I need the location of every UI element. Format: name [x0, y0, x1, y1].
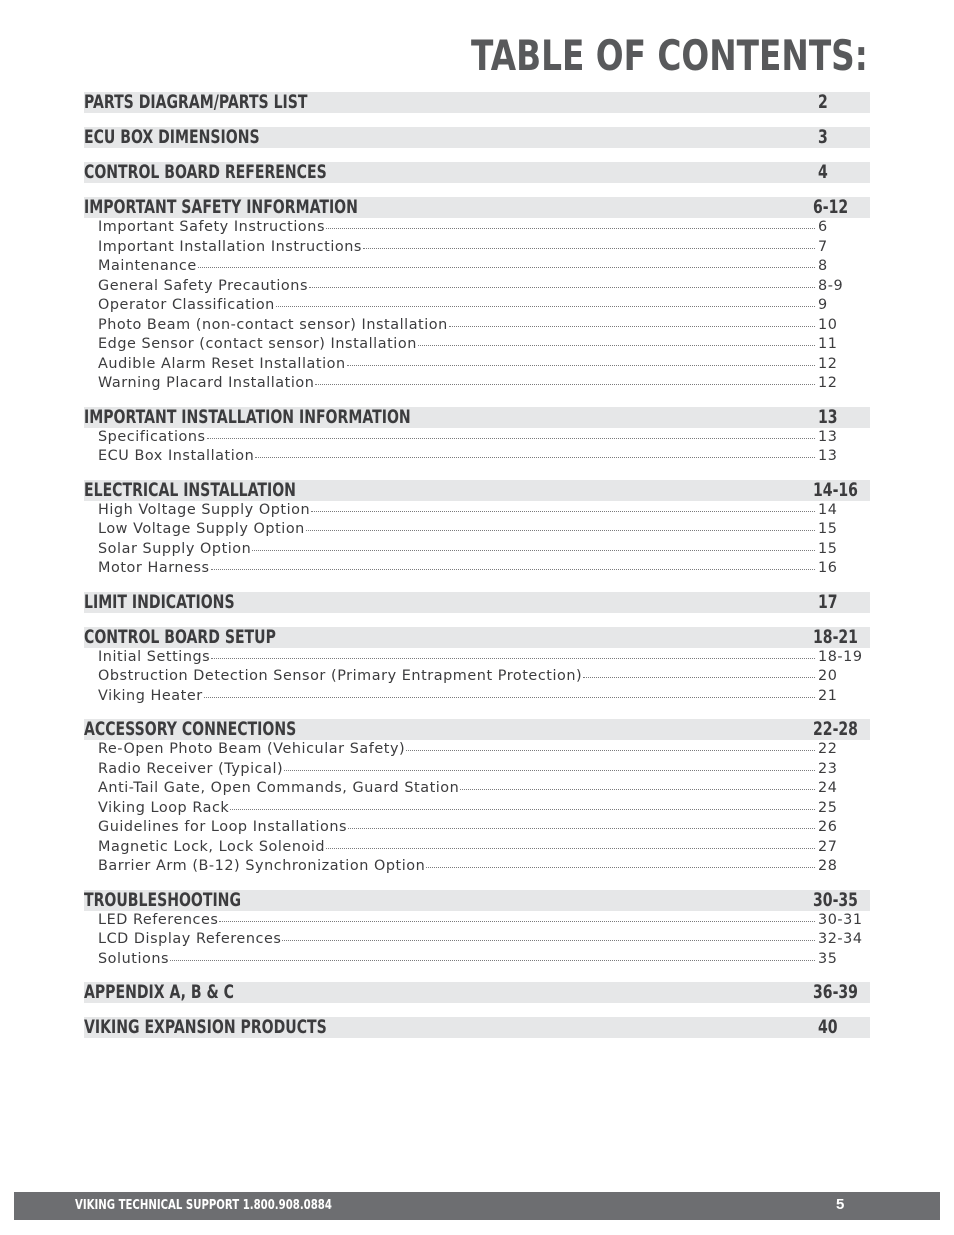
section-page-number: 3 [818, 126, 828, 148]
toc-entry[interactable] [84, 448, 864, 468]
toc-entry[interactable] [84, 839, 864, 859]
entry-page-number: 15 [818, 540, 838, 557]
entry-page-number: 9 [818, 297, 828, 313]
entry-page-number: 25 [818, 799, 838, 816]
dot-leader [460, 789, 815, 790]
section-page-number: 18-21 [813, 625, 858, 648]
dot-leader [211, 658, 815, 659]
toc-entry[interactable] [84, 560, 864, 580]
entry-label: Barrier Arm (B-12) Synchronization Option [98, 858, 426, 874]
toc-entry[interactable] [84, 649, 864, 669]
toc-section [84, 982, 870, 1003]
toc-section [84, 627, 870, 708]
toc-section [84, 407, 870, 468]
section-page-number: 2 [818, 91, 828, 113]
section-heading-bar[interactable] [84, 407, 870, 428]
entry-label: Obstruction Detection Sensor (Primary Entrapment Protection) [98, 668, 583, 684]
toc-section [84, 592, 870, 613]
toc-section [84, 719, 870, 878]
entry-label: Low Voltage Supply Option [98, 521, 305, 537]
dot-leader [207, 438, 815, 439]
entry-label: Viking Heater [98, 687, 203, 704]
section-title: CONTROL BOARD REFERENCES [84, 161, 327, 183]
dot-leader [306, 530, 815, 531]
toc-entry[interactable] [84, 317, 864, 337]
toc-entry[interactable] [84, 356, 864, 376]
dot-leader [170, 960, 815, 961]
section-page-number: 4 [818, 161, 828, 183]
toc-entry[interactable] [84, 502, 864, 522]
section-title: TROUBLESHOOTING [84, 888, 241, 911]
dot-leader [198, 267, 815, 268]
section-title: ECU BOX DIMENSIONS [84, 126, 260, 148]
toc-entry[interactable] [84, 688, 864, 708]
entry-label: High Voltage Supply Option [98, 501, 311, 518]
entry-page-number: 11 [818, 336, 838, 352]
dot-leader [348, 828, 815, 829]
entry-label: Warning Placard Installation [98, 375, 315, 391]
toc-entry[interactable] [84, 278, 864, 298]
section-title: ELECTRICAL INSTALLATION [84, 478, 296, 501]
section-title: VIKING EXPANSION PRODUCTS [84, 1016, 327, 1038]
dot-leader [326, 228, 815, 229]
toc-entry[interactable] [84, 761, 864, 781]
dot-leader [255, 457, 815, 458]
footer-bar [14, 1192, 940, 1220]
section-title: PARTS DIAGRAM/PARTS LIST [84, 91, 308, 113]
dot-leader [211, 569, 815, 570]
section-page-number: 36-39 [813, 981, 858, 1003]
entry-label: Important Safety Instructions [98, 219, 325, 235]
dot-leader [309, 287, 815, 288]
toc-entry[interactable] [84, 239, 864, 259]
entry-label: Motor Harness [98, 560, 210, 576]
entry-page-number: 28 [818, 858, 838, 874]
table-of-contents [84, 92, 870, 1052]
entry-label: Guidelines for Loop Installations [98, 819, 348, 835]
toc-entry[interactable] [84, 336, 864, 356]
entry-label: Initial Settings [98, 648, 211, 665]
toc-entry[interactable] [84, 668, 864, 688]
section-page-number: 22-28 [813, 718, 858, 740]
dot-leader [204, 697, 815, 698]
toc-entry[interactable] [84, 951, 864, 971]
entry-label: Specifications [98, 428, 206, 445]
entry-label: LCD Display References [98, 931, 282, 947]
section-heading-bar[interactable] [84, 592, 870, 613]
dot-leader [347, 365, 815, 366]
section-title: ACCESSORY CONNECTIONS [84, 718, 297, 740]
entry-page-number: 15 [818, 521, 838, 537]
entry-page-number: 18-19 [818, 648, 863, 665]
entry-label: Radio Receiver (Typical) [98, 760, 284, 777]
entry-page-number: 12 [818, 355, 838, 372]
dot-leader [230, 809, 815, 810]
section-heading-bar[interactable] [84, 1017, 870, 1038]
toc-entry[interactable] [84, 819, 864, 839]
toc-section [84, 480, 870, 580]
dot-leader [284, 770, 815, 771]
section-heading-bar[interactable] [84, 890, 870, 911]
dot-leader [315, 384, 815, 385]
entry-label: Solar Supply Option [98, 540, 252, 557]
section-title: CONTROL BOARD SETUP [84, 625, 276, 648]
entry-page-number: 8-9 [818, 277, 844, 294]
section-title: APPENDIX A, B & C [84, 981, 234, 1003]
entry-label: Operator Classification [98, 297, 275, 313]
dot-leader [276, 306, 815, 307]
entry-page-number: 26 [818, 819, 838, 835]
support-phone-text: VIKING TECHNICAL SUPPORT 1.800.908.0884 [75, 1198, 332, 1213]
entry-label: Important Installation Instructions [98, 238, 362, 255]
toc-entry[interactable] [84, 297, 864, 317]
section-page-number: 13 [818, 405, 838, 428]
entry-page-number: 12 [818, 375, 838, 391]
entry-label: Photo Beam (non-contact sensor) Installation [98, 316, 448, 333]
entry-page-number: 21 [818, 687, 838, 704]
section-title: LIMIT INDICATIONS [84, 590, 235, 613]
section-page-number: 6-12 [813, 196, 849, 218]
entry-label: Audible Alarm Reset Installation [98, 355, 346, 372]
section-heading-bar[interactable] [84, 719, 870, 740]
section-title: IMPORTANT SAFETY INFORMATION [84, 196, 358, 218]
toc-section [84, 127, 870, 148]
toc-entry[interactable] [84, 912, 864, 932]
entry-page-number: 27 [818, 838, 838, 855]
toc-entry[interactable] [84, 858, 864, 878]
section-heading-bar[interactable] [84, 627, 870, 648]
section-page-number: 30-35 [813, 888, 858, 911]
entry-label: Re-Open Photo Beam (Vehicular Safety) [98, 741, 406, 757]
dot-leader [583, 677, 815, 678]
entry-page-number: 32-34 [818, 931, 863, 947]
section-heading-bar[interactable] [84, 127, 870, 148]
entry-page-number: 8 [818, 258, 828, 274]
dot-leader [219, 921, 815, 922]
section-heading-bar[interactable] [84, 92, 870, 113]
section-heading-bar[interactable] [84, 197, 870, 218]
entry-label: Maintenance [98, 258, 197, 274]
toc-entry[interactable] [84, 219, 864, 239]
toc-section [84, 890, 870, 971]
section-page-number: 40 [818, 1016, 838, 1038]
toc-entry[interactable] [84, 258, 864, 278]
entry-label: Viking Loop Rack [98, 799, 230, 816]
toc-section [84, 197, 870, 395]
entry-page-number: 6 [818, 219, 828, 235]
toc-entry[interactable] [84, 521, 864, 541]
toc-entry[interactable] [84, 541, 864, 561]
page-number: 5 [836, 1196, 845, 1213]
toc-section [84, 162, 870, 183]
toc-entry[interactable] [84, 741, 864, 761]
entry-page-number: 24 [818, 780, 838, 796]
dot-leader [252, 550, 815, 551]
toc-entry[interactable] [84, 780, 864, 800]
section-heading-bar[interactable] [84, 982, 870, 1003]
entry-page-number: 13 [818, 428, 838, 445]
dot-leader [418, 345, 815, 346]
entry-label: ECU Box Installation [98, 448, 255, 464]
dot-leader [326, 848, 815, 849]
toc-section [84, 92, 870, 113]
entry-label: Anti-Tail Gate, Open Commands, Guard Station [98, 780, 460, 796]
section-heading-bar[interactable] [84, 480, 870, 501]
page-title: TABLE OF CONTENTS: [471, 31, 868, 80]
section-title: IMPORTANT INSTALLATION INFORMATION [84, 405, 411, 428]
dot-leader [282, 940, 815, 941]
entry-page-number: 7 [818, 238, 828, 255]
toc-entry[interactable] [84, 800, 864, 820]
dot-leader [363, 248, 815, 249]
toc-entry[interactable] [84, 375, 864, 395]
section-page-number: 17 [818, 590, 838, 613]
section-heading-bar[interactable] [84, 162, 870, 183]
entry-page-number: 23 [818, 760, 838, 777]
toc-entry[interactable] [84, 429, 864, 449]
dot-leader [311, 511, 815, 512]
entry-page-number: 30-31 [818, 911, 863, 928]
entry-label: LED References [98, 911, 219, 928]
entry-page-number: 20 [818, 668, 838, 684]
entry-page-number: 14 [818, 501, 838, 518]
entry-label: Edge Sensor (contact sensor) Installation [98, 336, 417, 352]
entry-page-number: 22 [818, 741, 838, 757]
dot-leader [449, 326, 815, 327]
toc-section [84, 1017, 870, 1038]
entry-page-number: 16 [818, 560, 838, 576]
entry-page-number: 35 [818, 950, 838, 967]
dot-leader [406, 750, 815, 751]
entry-page-number: 10 [818, 316, 838, 333]
entry-page-number: 13 [818, 448, 838, 464]
entry-label: General Safety Precautions [98, 277, 308, 294]
dot-leader [426, 867, 815, 868]
entry-label: Magnetic Lock, Lock Solenoid [98, 838, 326, 855]
toc-entry[interactable] [84, 931, 864, 951]
section-page-number: 14-16 [813, 478, 858, 501]
entry-label: Solutions [98, 950, 170, 967]
